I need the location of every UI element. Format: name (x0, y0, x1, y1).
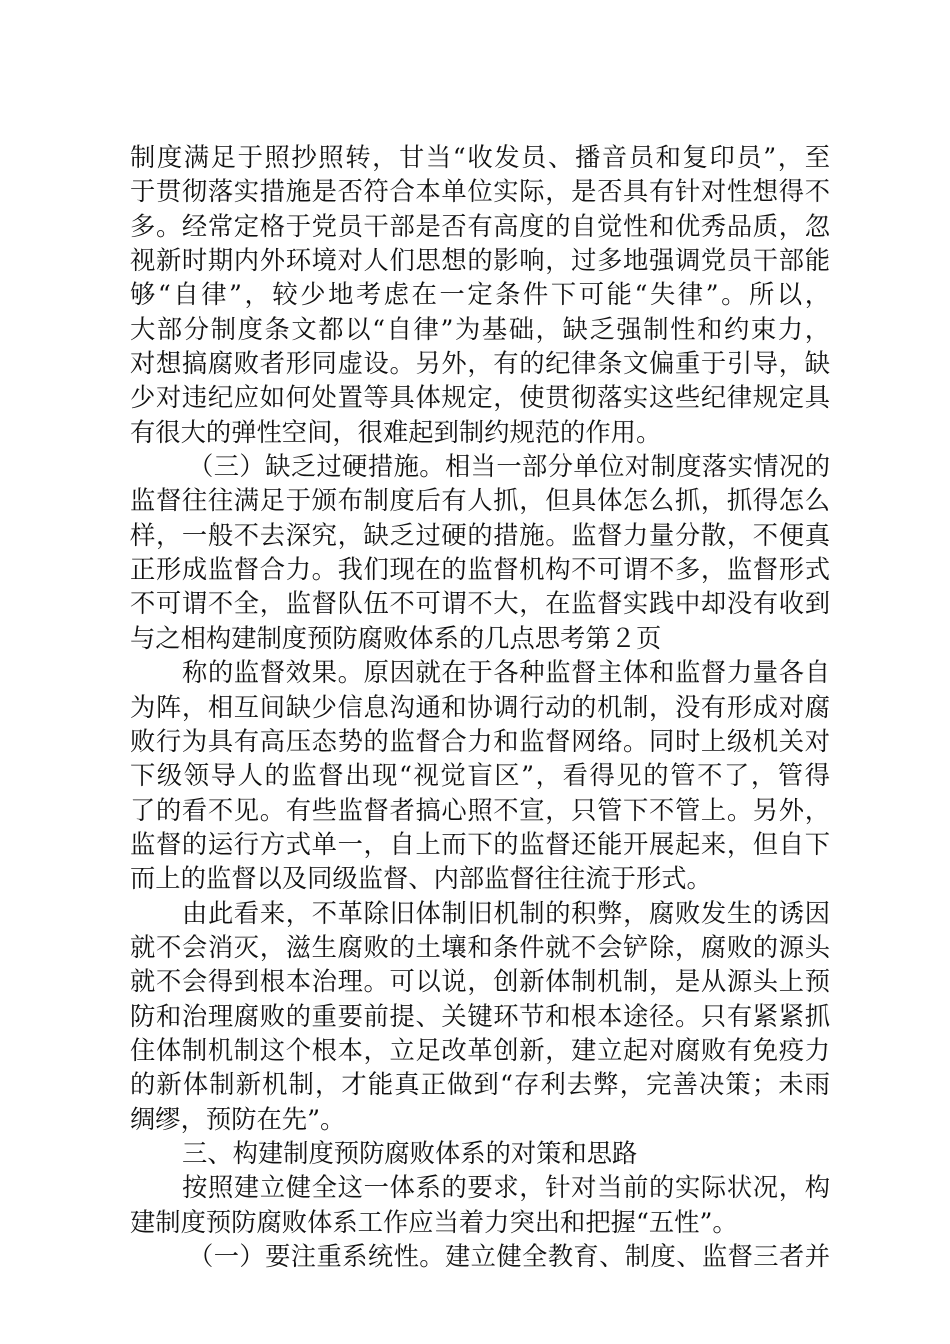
text-line: 少对违纪应如何处置等具体规定，使贯彻落实这些纪律规定具 (130, 383, 830, 413)
text-line: 为阵，相互间缺少信息沟通和协调行动的机制，没有形成对腐 (130, 692, 830, 722)
section-heading-line: 三、构建制度预防腐败体系的对策和思路 (182, 1138, 638, 1168)
page-marker-line: 与之相构建制度预防腐败体系的几点思考第２页 (130, 623, 662, 653)
section-heading-line: （一）要注重系统性。建立健全教育、制度、监督三者并 (188, 1242, 830, 1271)
text-line: 监督往往满足于颁布制度后有人抓，但具体怎么抓，抓得怎么 (130, 486, 830, 516)
text-line: 够“自律”，较少地考虑在一定条件下可能“失律”。所以， (130, 280, 830, 310)
text-line: 正形成监督合力。我们现在的监督机构不可谓不多，监督形式 (130, 555, 830, 585)
text-line: 有很大的弹性空间，很难起到制约规范的作用。 (130, 417, 662, 447)
text-line: 称的监督效果。原因就在于各种监督主体和监督力量各自 (182, 658, 830, 688)
text-line: 对想搞腐败者形同虚设。另外，有的纪律条文偏重于引导，缺 (130, 349, 830, 379)
text-line: 就不会消灭，滋生腐败的土壤和条件就不会铲除，腐败的源头 (130, 932, 830, 962)
text-line: 由此看来，不革除旧体制旧机制的积弊，腐败发生的诱因 (182, 898, 830, 928)
text-line: 住体制机制这个根本，立足改革创新，建立起对腐败有免疫力 (130, 1035, 830, 1065)
text-line: 样，一般不去深究，缺乏过硬的措施。监督力量分散，不便真 (130, 520, 830, 550)
document-body (130, 141, 830, 1274)
text-line: 了的看不见。有些监督者搞心照不宣，只管下不管上。另外， (130, 795, 830, 825)
text-line: 建制度预防腐败体系工作应当着力突出和把握“五性”。 (130, 1207, 738, 1237)
text-line: 监督的运行方式单一，自上而下的监督还能开展起来，但自下 (130, 829, 830, 859)
text-line: 视新时期内外环境对人们思想的影响，过多地强调党员干部能 (130, 246, 830, 276)
text-line: 多。经常定格于党员干部是否有高度的自觉性和优秀品质，忽 (130, 211, 830, 241)
text-line: 绸缪，预防在先”。 (130, 1104, 346, 1134)
text-line: 制度满足于照抄照转，甘当“收发员、播音员和复印员”，至 (130, 143, 830, 172)
text-line: 大部分制度条文都以“自律”为基础，缺乏强制性和约束力， (130, 314, 830, 344)
text-line: 而上的监督以及同级监督、内部监督往往流于形式。 (130, 864, 712, 894)
text-line: 于贯彻落实措施是否符合本单位实际，是否具有针对性想得不 (130, 177, 830, 207)
text-line: 不可谓不全，监督队伍不可谓不大，在监督实践中却没有收到 (130, 589, 830, 619)
text-line: 按照建立健全这一体系的要求，针对当前的实际状况，构 (182, 1173, 830, 1203)
text-line: 下级领导人的监督出现“视觉盲区”，看得见的管不了，管得 (130, 761, 830, 791)
text-line: 防和治理腐败的重要前提、关键环节和根本途径。只有紧紧抓 (130, 1001, 830, 1031)
text-line: 就不会得到根本治理。可以说，创新体制机制，是从源头上预 (130, 967, 830, 997)
text-line: 败行为具有高压态势的监督合力和监督网络。同时上级机关对 (130, 726, 830, 756)
section-heading-line: （三）缺乏过硬措施。相当一部分单位对制度落实情况的 (188, 452, 830, 482)
text-line: 的新体制新机制，才能真正做到“存利去弊，完善决策；未雨 (130, 1070, 830, 1100)
